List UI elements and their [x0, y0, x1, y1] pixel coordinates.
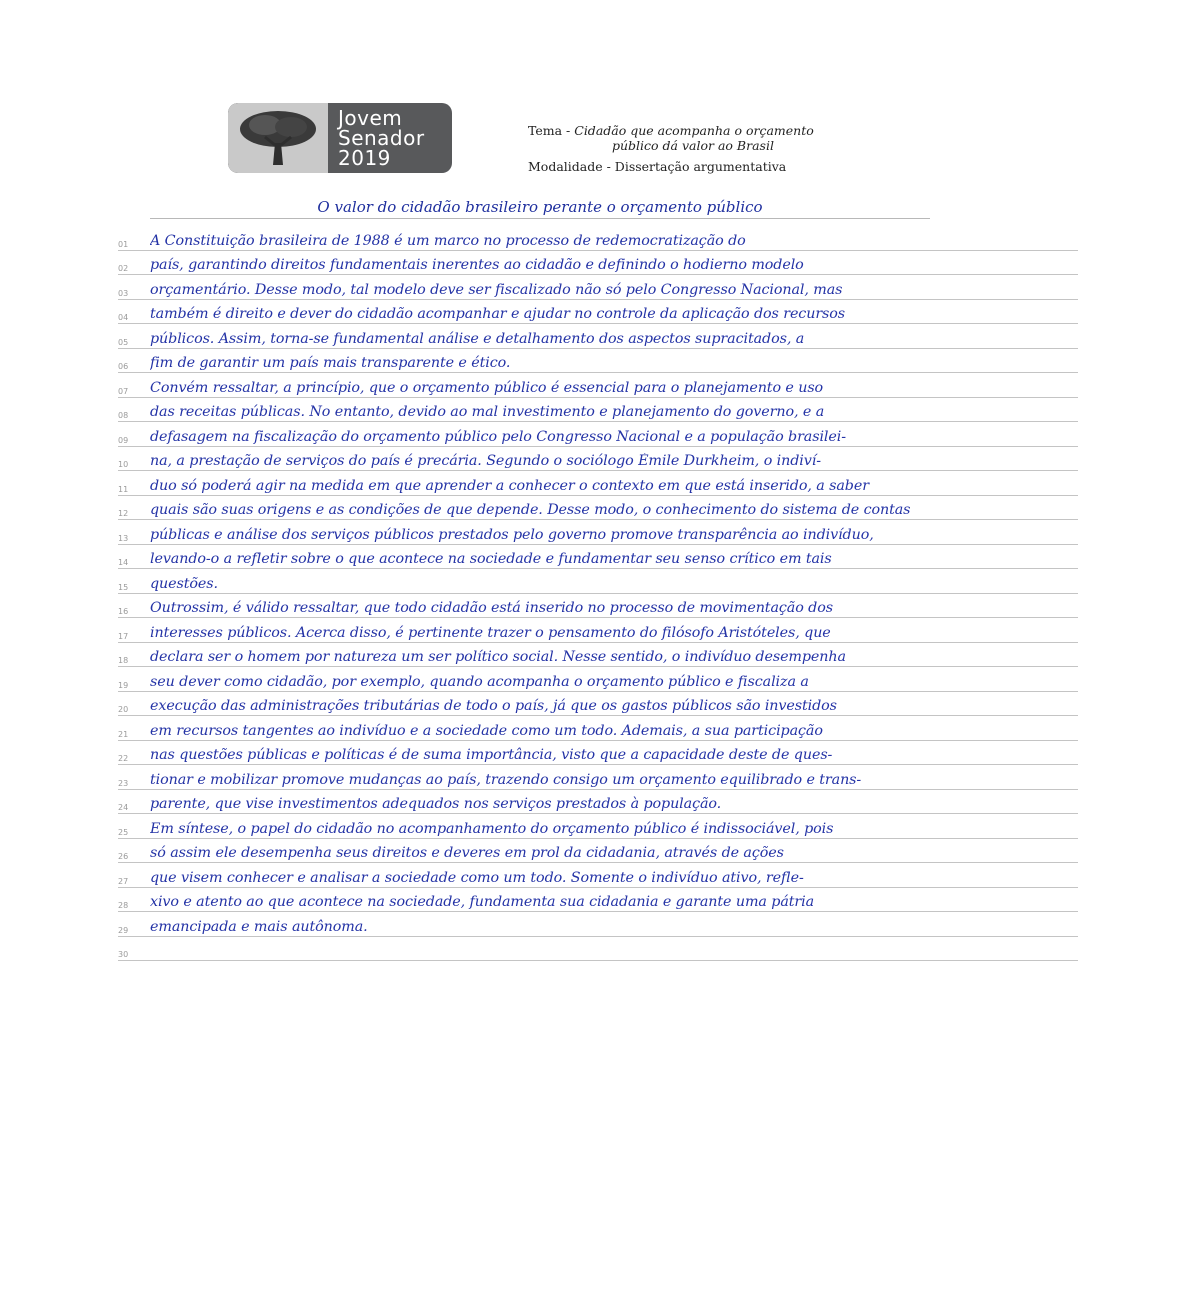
essay-line [118, 300, 1078, 325]
line-text: emancipada e mais autônoma. [150, 918, 368, 935]
line-number: 21 [118, 729, 129, 739]
line-number: 17 [118, 631, 129, 641]
essay-line [118, 447, 1078, 472]
line-number: 19 [118, 680, 129, 690]
line-number: 03 [118, 288, 129, 298]
essay-line [118, 545, 1078, 570]
line-text: quais são suas origens e as condições de que depende. Desse modo, o conhecimento do sistema de contas [150, 502, 911, 518]
line-text: na, a prestação de serviços do país é precária. Segundo o sociólogo Émile Durkheim, o indiví- [150, 453, 821, 469]
essay-line [118, 349, 1078, 374]
header-info [528, 123, 814, 174]
line-text: que visem conhecer e analisar a sociedade como um todo. Somente o indivíduo ativo, refle- [150, 869, 804, 886]
essay-line [118, 422, 1078, 447]
line-text: seu dever como cidadão, por exemplo, quando acompanha o orçamento público e fiscaliza a [150, 673, 809, 690]
modalidade: Modalidade - Dissertação argumentativa [528, 159, 787, 174]
line-number: 08 [118, 411, 129, 420]
essay-line [118, 275, 1078, 300]
line-number: 16 [118, 607, 129, 616]
essay-line [118, 324, 1078, 349]
essay-line [118, 618, 1078, 643]
essay-line [118, 594, 1078, 619]
line-number: 12 [118, 509, 129, 518]
essay-line [118, 937, 1078, 962]
essay-line [118, 251, 1078, 276]
line-text: questões. [150, 575, 218, 592]
line-number: 05 [118, 337, 129, 347]
line-number: 29 [118, 925, 129, 935]
line-number: 01 [118, 239, 129, 249]
line-number: 06 [118, 362, 129, 371]
line-text: execução das administrações tributárias de todo o país, já que os gastos públicos são investidos [150, 698, 837, 714]
line-number: 02 [118, 264, 129, 273]
line-text: Em síntese, o papel do cidadão no acompanhamento do orçamento público é indissociável, pois [150, 820, 834, 837]
line-number: 22 [118, 754, 129, 763]
essay-line [118, 520, 1078, 545]
essay-sheet [118, 226, 1078, 961]
tema-label: Tema - [528, 123, 575, 138]
line-text: A Constituição brasileira de 1988 é um marco no processo de redemocratização do [150, 232, 746, 249]
essay-line [118, 839, 1078, 864]
line-text: duo só poderá agir na medida em que aprender a conhecer o contexto em que está inserido, a saber [150, 477, 869, 494]
logo-line-1: Jovem [338, 106, 403, 130]
essay-line [118, 496, 1078, 521]
line-number: 14 [118, 558, 129, 567]
line-text: levando-o a refletir sobre o que acontece na sociedade e fundamentar seu senso crítico em tais [150, 551, 832, 567]
line-text: tionar e mobilizar promove mudanças ao país, trazendo consigo um orçamento equilibrado e trans- [150, 771, 862, 788]
essay-line [118, 667, 1078, 692]
essay-line [118, 912, 1078, 937]
tema-value: Cidadão que acompanha o orçamento [574, 123, 814, 138]
line-number: 25 [118, 827, 129, 837]
essay-line [118, 569, 1078, 594]
line-number: 15 [118, 582, 129, 592]
line-text: também é direito e dever do cidadão acompanhar e ajudar no controle da aplicação dos recursos [150, 306, 846, 322]
line-number: 13 [118, 533, 129, 543]
essay-line [118, 226, 1078, 251]
line-text: defasagem na fiscalização do orçamento público pelo Congresso Nacional e a população brasilei- [150, 428, 846, 445]
line-number: 07 [118, 386, 129, 396]
line-text: interesses públicos. Acerca disso, é pertinente trazer o pensamento do filósofo Aristóteles, que [150, 624, 831, 641]
line-text: só assim ele desempenha seus direitos e deveres em prol da cidadania, através de ações [150, 845, 784, 861]
line-number: 26 [118, 852, 129, 861]
line-number: 27 [118, 876, 129, 886]
line-text: Outrossim, é válido ressaltar, que todo cidadão está inserido no processo de movimentação dos [150, 600, 833, 616]
essay-line [118, 643, 1078, 668]
line-text: parente, que vise investimentos adequados nos serviços prestados à população. [150, 796, 722, 812]
line-text: xivo e atento ao que acontece na sociedade, fundamenta sua cidadania e garante uma pátria [150, 894, 815, 910]
essay-line [118, 373, 1078, 398]
line-number: 09 [118, 435, 129, 445]
line-number: 04 [118, 313, 129, 322]
line-text: Convém ressaltar, a princípio, que o orçamento público é essencial para o planejamento e uso [150, 379, 824, 396]
logo-line-2: Senador [338, 126, 425, 150]
line-number: 10 [118, 460, 129, 469]
essay-line [118, 716, 1078, 741]
line-text: orçamentário. Desse modo, tal modelo deve ser fiscalizado não só pelo Congresso Nacional, mas [150, 281, 843, 298]
essay-line [118, 398, 1078, 423]
line-number: 28 [118, 901, 129, 910]
line-text: das receitas públicas. No entanto, devido ao mal investimento e planejamento do governo, e a [150, 404, 825, 420]
essay-line [118, 765, 1078, 790]
line-number: 11 [118, 484, 129, 494]
essay-line [118, 863, 1078, 888]
essay-line [118, 692, 1078, 717]
line-number: 20 [118, 705, 129, 714]
essay-title: O valor do cidadão brasileiro perante o orçamento público [150, 198, 930, 219]
line-text: fim de garantir um país mais transparente e ético. [150, 355, 511, 371]
line-text: em recursos tangentes ao indivíduo e a sociedade como um todo. Ademais, a sua participação [150, 722, 823, 739]
essay-line [118, 814, 1078, 839]
essay-line [118, 471, 1078, 496]
tema-value-continued: público dá valor ao Brasil [612, 138, 774, 153]
logo-line-3: 2019 [338, 146, 391, 170]
line-text: nas questões públicas e políticas é de suma importância, visto que a capacidade deste de ques- [150, 747, 833, 763]
line-number: 23 [118, 778, 129, 788]
line-number: 18 [118, 656, 129, 665]
line-number: 30 [118, 950, 129, 959]
line-text: públicas e análise dos serviços públicos prestados pelo governo promove transparência ao indivíduo, [150, 526, 874, 543]
essay-line [118, 741, 1078, 766]
line-text: país, garantindo direitos fundamentais inerentes ao cidadão e definindo o hodierno modelo [150, 257, 804, 273]
line-text: públicos. Assim, torna-se fundamental análise e detalhamento dos aspectos supracitados, a [150, 330, 805, 347]
essay-line [118, 888, 1078, 913]
line-number: 24 [118, 803, 129, 812]
essay-line [118, 790, 1078, 815]
line-text: declara ser o homem por natureza um ser político social. Nesse sentido, o indivíduo desempenha [150, 649, 846, 665]
tree-icon [228, 103, 328, 173]
jovem-senador-logo [228, 103, 452, 173]
